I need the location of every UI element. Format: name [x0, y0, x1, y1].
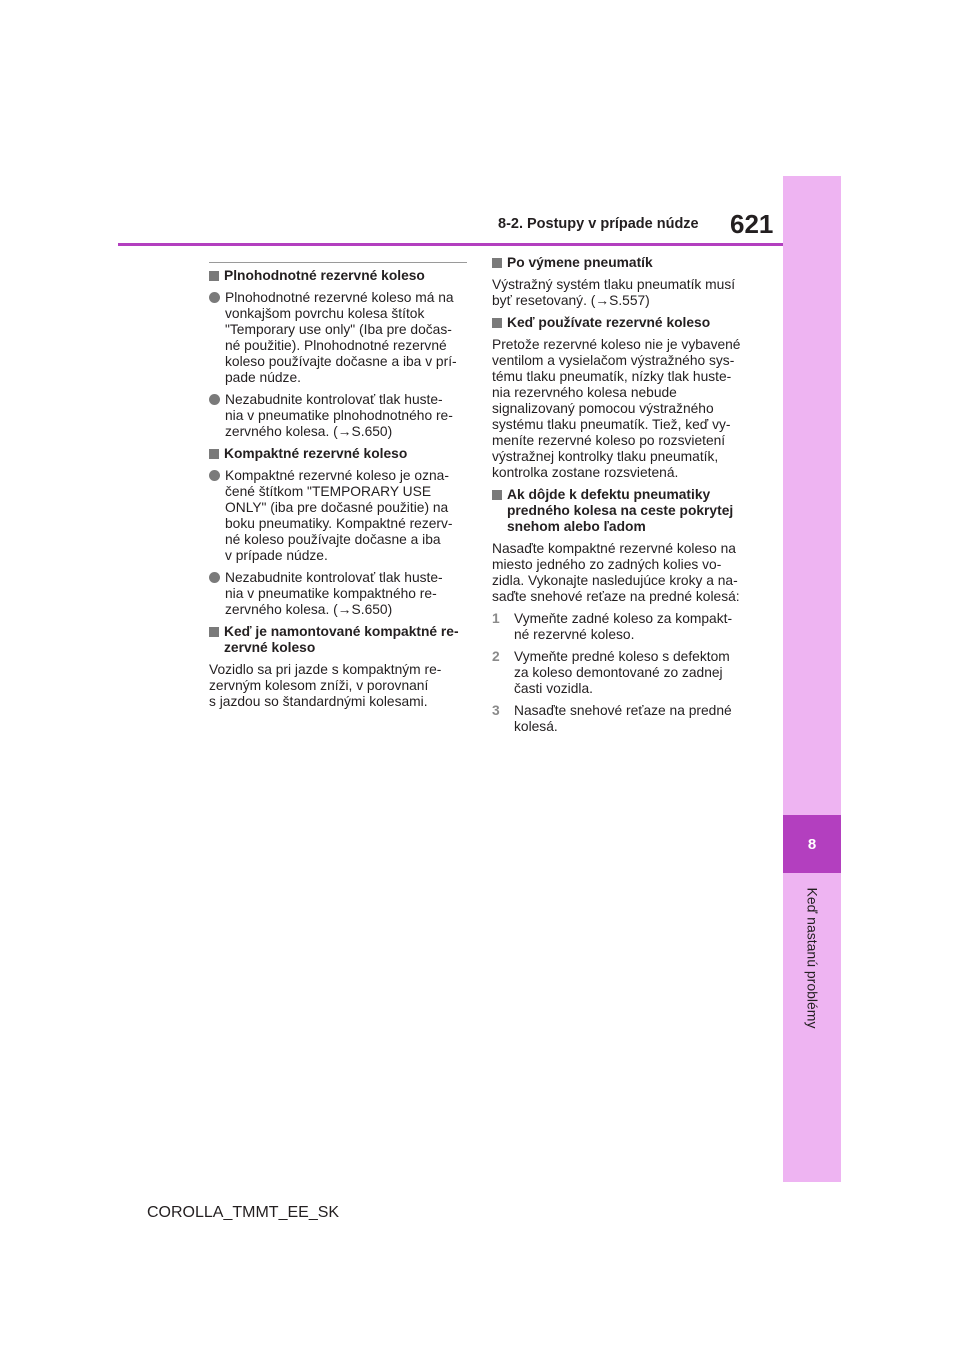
- text-line: Ak dôjde k defektu pneumatiky: [507, 487, 711, 502]
- section-heading: [209, 262, 469, 284]
- text-line: boku pneumatiky. Kompaktné rezerv-: [225, 516, 453, 531]
- text-line: predného kolesa na ceste pokrytej: [507, 503, 734, 518]
- text-line: čené štítkom "TEMPORARY USE: [225, 484, 432, 499]
- section-heading: [492, 315, 754, 331]
- text-line: Vymeňte zadné koleso za kompakt-: [514, 611, 733, 626]
- circle-bullet-icon: [209, 394, 220, 405]
- text-line: výstražnej kontrolky tlaku pneumatík,: [492, 449, 719, 464]
- text-line: snehom alebo ľadom: [507, 519, 646, 534]
- text-line: s jazdou so štandardnými kolesami.: [209, 694, 428, 709]
- chapter-number-tab[interactable]: [783, 815, 841, 873]
- paragraph: [492, 541, 754, 605]
- text-line: kontrolka zostane rozsvietená.: [492, 465, 679, 480]
- text-line: tému tlaku pneumatík, nízky tlak huste-: [492, 369, 732, 384]
- text-line: né použitie). Plnohodnotné rezervné: [225, 338, 447, 353]
- right-column: [492, 255, 754, 735]
- section-heading: [492, 255, 754, 271]
- bullet-item: [209, 570, 469, 618]
- text-line: Keď je namontované kompaktné re-: [224, 624, 459, 639]
- step-item: [492, 703, 754, 735]
- chapter-label-tab[interactable]: [783, 878, 841, 1038]
- text-line: saďte snehové reťaze na predné kolesá:: [492, 589, 740, 604]
- text-line: Nasaďte kompaktné rezervné koleso na: [492, 541, 736, 556]
- text-line: meníte rezervné koleso po rozsvietení: [492, 433, 726, 448]
- left-column: [209, 262, 469, 710]
- text-line: systému tlaku pneumatík. Tiež, keď vy-: [492, 417, 731, 432]
- chapter-number: 8: [807, 835, 817, 853]
- section-heading: [209, 624, 469, 656]
- text-line: Nasaďte snehové reťaze na predné: [514, 703, 732, 718]
- text-line: koleso používajte dočasne a iba v prí-: [225, 354, 457, 369]
- section-heading: [492, 487, 754, 535]
- text-line: signalizovaný pomocou výstražného: [492, 401, 714, 416]
- text-line: zervné koleso: [224, 640, 316, 655]
- text-line: v prípade núdze.: [225, 548, 328, 563]
- step-number: 1: [492, 611, 500, 626]
- text-line: Po výmene pneumatík: [507, 255, 653, 270]
- bullet-item: [209, 290, 469, 386]
- text-line: nia rezervného kolesa nebude: [492, 385, 677, 400]
- square-bullet-icon: [492, 258, 502, 268]
- text-line: nia v pneumatike kompaktného re-: [225, 586, 437, 601]
- circle-bullet-icon: [209, 292, 220, 303]
- text-line: pade núdze.: [225, 370, 301, 385]
- header-divider: [118, 243, 783, 246]
- text-line: Výstražný systém tlaku pneumatík musí: [492, 277, 736, 292]
- text-line: Pretože rezervné koleso nie je vybavené: [492, 337, 741, 352]
- text-line: né koleso používajte dočasne a iba: [225, 532, 441, 547]
- step-item: [492, 649, 754, 697]
- text-line: né rezervné koleso.: [514, 627, 635, 642]
- text-line: Plnohodnotné rezervné koleso má na: [225, 290, 454, 305]
- text-line: časti vozidla.: [514, 681, 593, 696]
- text-line: nia v pneumatike plnohodnotného re-: [225, 408, 453, 423]
- text-line: zidla. Vykonajte nasledujúce kroky a na-: [492, 573, 738, 588]
- page-number: 621: [730, 209, 774, 239]
- bullet-item: [209, 468, 469, 564]
- square-bullet-icon: [209, 627, 219, 637]
- step-number: 2: [492, 649, 500, 664]
- paragraph: [492, 337, 754, 481]
- text-line: Kompaktné rezervné koleso: [224, 446, 408, 461]
- chapter-label: Keď nastanú problémy: [804, 887, 821, 1029]
- text-line: za koleso demontované zo zadnej: [514, 665, 723, 680]
- text-line: Plnohodnotné rezervné koleso: [224, 268, 425, 283]
- text-line: zervného kolesa. (→S.650): [225, 602, 393, 617]
- text-line: kolesá.: [514, 719, 558, 734]
- square-bullet-icon: [209, 271, 219, 281]
- text-line: ONLY" (iba pre dočasné použitie) na: [225, 500, 449, 515]
- square-bullet-icon: [209, 449, 219, 459]
- text-line: ventilom a vysielačom výstražného sys-: [492, 353, 735, 368]
- text-line: Nezabudnite kontrolovať tlak huste-: [225, 392, 443, 407]
- text-line: vonkajšom povrchu kolesa štítok: [225, 306, 425, 321]
- square-bullet-icon: [492, 490, 502, 500]
- bullet-item: [209, 392, 469, 440]
- text-line: Nezabudnite kontrolovať tlak huste-: [225, 570, 443, 585]
- right-column-content: [492, 255, 754, 735]
- text-line: "Temporary use only" (Iba pre dočas-: [225, 322, 452, 337]
- text-line: miesto jedného zo zadných kolies vo-: [492, 557, 722, 572]
- text-line: Vymeňte predné koleso s defektom: [514, 649, 730, 664]
- left-column-content: [209, 262, 469, 710]
- text-line: Keď používate rezervné koleso: [507, 315, 711, 330]
- document-code: COROLLA_TMMT_EE_SK: [147, 1204, 340, 1221]
- step-item: [492, 611, 754, 643]
- circle-bullet-icon: [209, 572, 220, 583]
- paragraph: [209, 662, 469, 710]
- text-line: zervného kolesa. (→S.650): [225, 424, 393, 439]
- square-bullet-icon: [492, 318, 502, 328]
- text-line: byť resetovaný. (→S.557): [492, 293, 650, 308]
- text-line: zervným kolesom zníži, v porovnaní: [209, 678, 429, 693]
- text-line: Vozidlo sa pri jazde s kompaktným re-: [209, 662, 442, 677]
- section-title: 8-2. Postupy v prípade núdze: [498, 216, 699, 232]
- text-line: Kompaktné rezervné koleso je ozna-: [225, 468, 449, 483]
- step-number: 3: [492, 703, 500, 718]
- paragraph: [492, 277, 754, 309]
- circle-bullet-icon: [209, 470, 220, 481]
- section-heading: [209, 446, 469, 462]
